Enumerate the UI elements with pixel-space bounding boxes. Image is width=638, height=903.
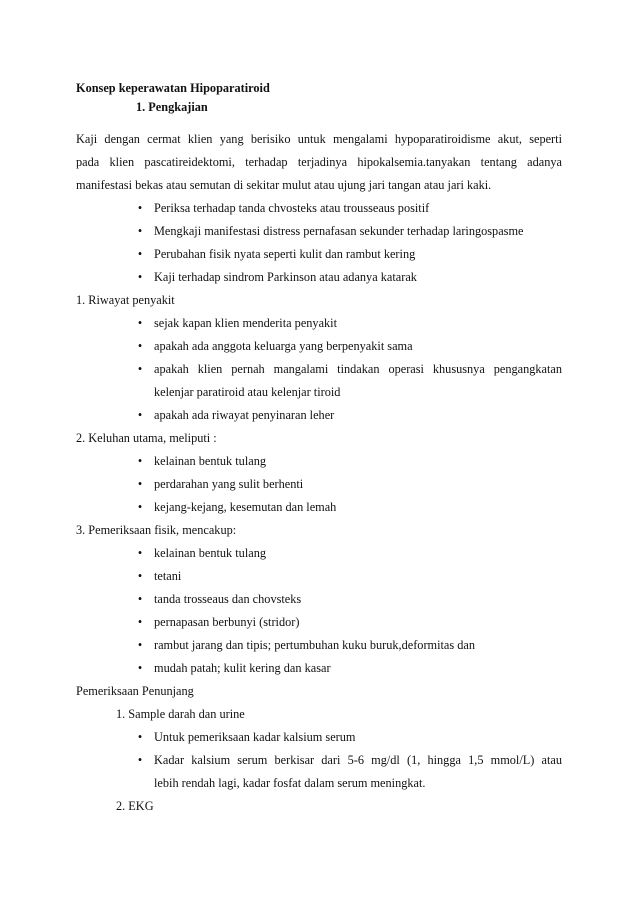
section-heading-keluhan: 2. Keluhan utama, meliputi : — [76, 431, 217, 445]
list-item: tetani — [154, 569, 182, 583]
bullet-icon: • — [137, 408, 143, 422]
bullet-icon: • — [137, 247, 143, 261]
bullet-icon: • — [137, 270, 143, 284]
bullet-icon: • — [137, 500, 143, 514]
list-item: pernapasan berbunyi (stridor) — [154, 615, 300, 629]
bullet-icon: • — [137, 316, 143, 330]
bullet-icon: • — [137, 661, 143, 675]
section-heading-pengkajian: 1. Pengkajian — [136, 100, 208, 114]
document-title: Konsep keperawatan Hipoparatiroid — [76, 81, 270, 95]
bullet-icon: • — [137, 362, 143, 376]
list-item-continuation: kelenjar paratiroid atau kelenjar tiroid — [154, 385, 341, 399]
list-item: Periksa terhadap tanda chvosteks atau trousseaus positif — [154, 201, 430, 215]
bullet-icon: • — [137, 477, 143, 491]
intro-line: Kaji dengan cermat klien yang berisiko untuk mengalami hypoparatiroidisme akut, seperti — [76, 132, 562, 146]
list-item: perdarahan yang sulit berhenti — [154, 477, 304, 491]
bullet-icon: • — [137, 224, 143, 238]
subsection-heading-sample: 1. Sample darah dan urine — [116, 707, 245, 721]
bullet-icon: • — [137, 201, 143, 215]
list-item: tanda trosseaus dan chovsteks — [154, 592, 302, 606]
intro-line: pada klien pascatireidektomi, terhadap terjadinya hipokalsemia.tanyakan tentang adanya — [76, 155, 562, 169]
section-heading-fisik: 3. Pemeriksaan fisik, mencakup: — [76, 523, 237, 537]
list-item: rambut jarang dan tipis; pertumbuhan kuku buruk,deformitas dan — [154, 638, 476, 652]
bullet-icon: • — [137, 339, 143, 353]
list-item: apakah ada anggota keluarga yang berpenyakit sama — [154, 339, 413, 353]
list-item: apakah ada riwayat penyinaran leher — [154, 408, 335, 422]
list-item: kejang-kejang, kesemutan dan lemah — [154, 500, 337, 514]
bullet-icon: • — [137, 638, 143, 652]
bullet-icon: • — [137, 592, 143, 606]
section-heading-penunjang: Pemeriksaan Penunjang — [76, 684, 194, 698]
list-item: mudah patah; kulit kering dan kasar — [154, 661, 331, 675]
list-item-continuation: lebih rendah lagi, kadar fosfat dalam serum meningkat. — [154, 776, 426, 790]
bullet-icon: • — [137, 753, 143, 767]
list-item: Kaji terhadap sindrom Parkinson atau adanya katarak — [154, 270, 417, 284]
subsection-heading-ekg: 2. EKG — [116, 799, 154, 813]
list-item: Mengkaji manifestasi distress pernafasan sekunder terhadap laringospasme — [154, 224, 524, 238]
section-heading-riwayat: 1. Riwayat penyakit — [76, 293, 175, 307]
bullet-icon: • — [137, 615, 143, 629]
bullet-icon: • — [137, 569, 143, 583]
list-item: Untuk pemeriksaan kadar kalsium serum — [154, 730, 356, 744]
list-item: apakah klien pernah mangalami tindakan operasi khususnya pengangkatan — [154, 362, 562, 376]
list-item: sejak kapan klien menderita penyakit — [154, 316, 338, 330]
list-item: kelainan bentuk tulang — [154, 546, 267, 560]
list-item: Perubahan fisik nyata seperti kulit dan rambut kering — [154, 247, 416, 261]
list-item: Kadar kalsium serum berkisar dari 5-6 mg/dl (1, hingga 1,5 mmol/L) atau — [154, 753, 562, 767]
bullet-icon: • — [137, 454, 143, 468]
bullet-icon: • — [137, 730, 143, 744]
bullet-icon: • — [137, 546, 143, 560]
list-item: kelainan bentuk tulang — [154, 454, 267, 468]
intro-line: manifestasi bekas atau semutan di sekitar mulut atau ujung jari tangan atau jari kaki. — [76, 178, 492, 192]
